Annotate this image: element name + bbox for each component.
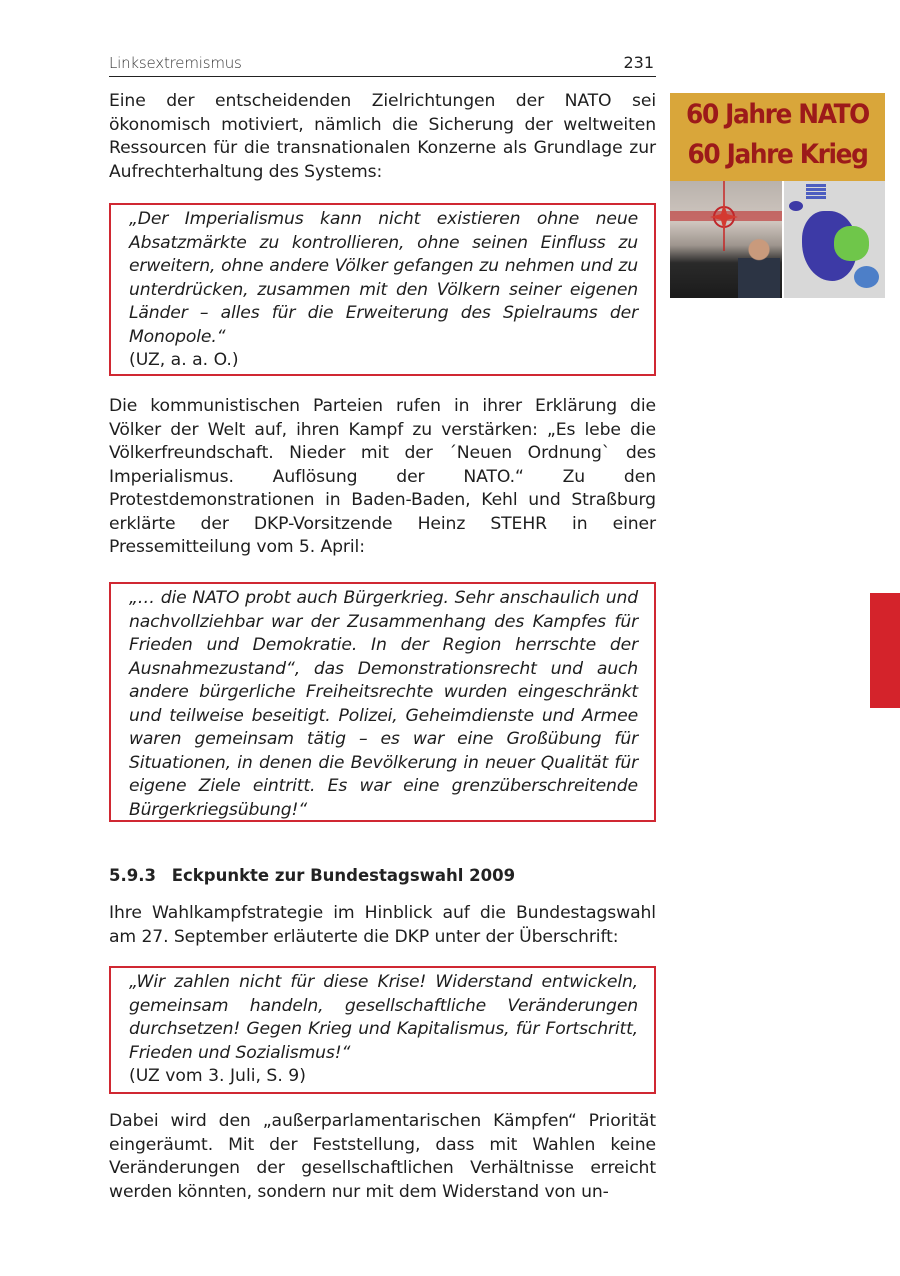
map-legend — [806, 184, 826, 200]
quote-text: „… die NATO probt auch Bürgerkrieg. Sehr anschaulich und nachvollziehbar war der Zusammenhang des Kampfes für Frieden und Demokratie. In der Region herrschte der Ausnahmezustand“, das Demonstrationsrecht und auch andere bürgerliche Freiheitsrechte wurden eingeschränkt und teilweise beseitigt. Polizei, Geheimdienste und Armee waren gemeinsam tätig – es war eine Großübung für Situationen, in denen die Bevölkerung in neuer Qualität für eigene Ziele eintritt. Es war eine grenzüberschreitende Bürgerkriegsübung!“ — [129, 588, 638, 820]
quote-text: „Wir zahlen nicht für diese Krise! Widerstand entwickeln, gemeinsam handeln, gesellschaftliche Veränderungen durchsetzen! Gegen Krieg und Kapitalismus, für Fortschritt, Frieden und Sozialismus!“ — [129, 972, 638, 1063]
map-region — [789, 201, 803, 211]
quote-box-3 — [109, 966, 656, 1094]
page-number: 231 — [623, 53, 654, 72]
quote-source: (UZ vom 3. Juli, S. 9) — [129, 1066, 306, 1086]
page-header — [109, 52, 656, 77]
paragraph-4-container — [109, 1110, 656, 1204]
nato-star-icon — [708, 201, 740, 233]
running-head: Linksextremismus — [109, 54, 242, 72]
nato-poster-image — [670, 93, 885, 298]
paragraph: Eine der entscheidenden Zielrichtungen der NATO sei ökonomisch motiviert, nämlich die Sicherung der weltweiten Ressourcen für die transnationalen Konzerne als Grundlage zur Aufrechterhaltung des Systems: — [109, 91, 656, 182]
poster-banner — [670, 93, 885, 181]
quote-source: (UZ, a. a. O.) — [129, 350, 239, 370]
banner-line-1: 60 Jahre NATO — [686, 99, 869, 130]
person-figure — [738, 236, 780, 298]
section-title: Eckpunkte zur Bundestagswahl 2009 — [171, 866, 516, 885]
banner-line-2: 60 Jahre Krieg — [687, 139, 868, 170]
quote-box-2 — [109, 582, 656, 822]
map-region — [854, 266, 879, 288]
paragraph-1-container — [109, 90, 656, 184]
paragraph: Ihre Wahlkampfstrategie im Hinblick auf die Bundestagswahl am 27. September erläuterte die DKP unter der Überschrift: — [109, 903, 656, 947]
paragraph-2-container — [109, 395, 656, 560]
paragraph: Dabei wird den „außerparlamentarischen Kämpfen“ Priorität eingeräumt. Mit der Feststellung, dass mit Wahlen keine Veränderungen der gesellschaftlichen Verhältnisse erreicht werden könnten, sondern nur mit dem Widerstand von un- — [109, 1111, 656, 1202]
map-region — [834, 226, 869, 261]
section-heading — [109, 866, 515, 885]
section-number: 5.9.3 — [109, 866, 156, 885]
face-photo — [670, 181, 782, 298]
paragraph-3-container — [109, 902, 656, 949]
quote-box-1 — [109, 203, 656, 376]
paragraph: Die kommunistischen Parteien rufen in ihrer Erklärung die Völker der Welt auf, ihren Kampf zu verstärken: „Es lebe die Völkerfreundschaft. Nieder mit der ´Neuen Ordnung` des Imperialismus. Auflösung der NATO.“ Zu den Protestdemonstrationen in Baden-Baden, Kehl und Straßburg erklärte der DKP-Vorsitzende Heinz STEHR in einer Pressemitteilung vom 5. April: — [109, 396, 656, 557]
quote-text: „Der Imperialismus kann nicht existieren ohne neue Absatzmärkte zu kontrollieren, ohne seinen Einfluss zu erweitern, ohne andere Völker gefangen zu nehmen und zu unterdrücken, zusammen mit den Völkern seiner eigenen Länder – alles für die Erweiterung des Spielraums der Monopole.“ — [129, 209, 638, 347]
chapter-thumb-tab — [870, 593, 900, 708]
europe-map — [784, 181, 885, 298]
